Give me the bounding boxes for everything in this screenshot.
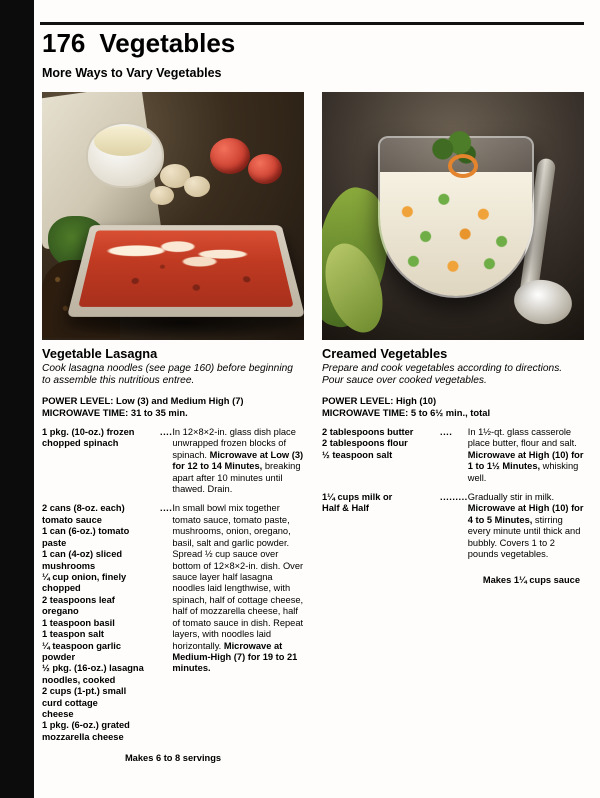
direction-text: In small bowl mix together tomato sauce, tomato paste, mushrooms, onion, oregano, basil, salt and garlic powder. Spread ½ cup sauce over bottom of 12×8×2-in. dish. Over sauce layer half lasagna noodles laid lengthwise, with spinach, half of cottage cheese, half of mozzarella cheese, half of tomato sauce in dish. Repeat layers, with noodles laid horizontally. [172,503,304,651]
ingredient-line: ¼ teaspoon garlic [42,640,122,651]
mushroom [150,186,174,205]
ingredient-line: 1 pkg. (10-oz.) frozen [42,426,135,437]
table-row [322,427,584,492]
direction-emphasis: Microwave at Low (3) for 12 to 14 Minutes, [172,449,304,472]
directions-cell [172,503,304,751]
left-column [42,92,304,763]
tomato [248,154,282,184]
header-rule [40,22,584,25]
ingredient-line: mozzarella cheese [42,731,124,742]
page-edge-bar [0,0,34,798]
dot-leader: .... [440,426,453,437]
ingredient-line: chopped [42,583,81,594]
recipe-title-right: Creamed Vegetables [322,346,448,361]
ingredient-line: ½ teaspoon salt [322,449,393,460]
direction-emphasis: Microwave at High (10) for 1 to 1½ Minutes, [467,449,584,472]
recipe-meta-right [322,395,584,419]
dot-leader: .... [160,426,173,437]
ingredient-line: 2 cans (8-oz. each) [42,503,125,514]
ingredient-line: ¼ cup onion, finely [42,572,127,582]
baking-dish [67,225,304,317]
ingredient-line: 2 tablespoons butter [322,426,414,437]
tomato [210,138,250,174]
yield-left: Makes 6 to 8 servings [124,753,222,764]
right-column [322,92,584,585]
recipe-note-right: Prepare and cook vegetables according to directions. Pour sauce over cooked vegetables. [322,363,563,387]
power-level-right: POWER LEVEL: High (10) [322,394,437,406]
ingredient-table-left [42,427,304,751]
microwave-time-right: MICROWAVE TIME: 5 to 6½ min., total [322,406,491,418]
ingredient-line: 1¼ cups milk or [322,492,393,503]
directions-cell [468,492,584,569]
ingredient-line: 2 cups (1-pt.) small [42,686,127,697]
direction-text: Gradually stir in milk. [467,492,555,503]
page-title-text: Vegetables [99,28,236,58]
microwave-time-left: MICROWAVE TIME: 31 to 35 min. [42,406,188,418]
ingredient-line: cheese [42,709,74,720]
creamed-vegetables [380,172,532,296]
ingredient-line: tomato sauce [42,514,102,525]
recipe-title-left: Vegetable Lasagna [42,346,158,361]
direction-emphasis: Microwave at High (10) for 4 to 5 Minutes, [467,503,584,525]
table-row [322,492,584,569]
ingredient-line: paste [42,537,67,548]
dot-leader: ......... [440,492,468,503]
vegetable-lasagna-photo [42,92,304,340]
ingredients-cell [322,427,440,492]
direction-text: In 12×8×2-in. glass dish place unwrapped frozen blocks of spinach. [172,426,296,460]
power-level-left: POWER LEVEL: Low (3) and Medium High (7) [42,394,244,406]
direction-text: whisking well. [467,461,579,483]
ingredient-line: curd cottage [42,697,98,708]
creamed-vegetables-photo [322,92,584,340]
table-row [42,503,304,751]
page-subtitle: More Ways to Vary Vegetables [42,66,222,80]
cheese-bowl-contents [94,126,152,156]
page-content [34,0,600,798]
directions-cell [172,427,304,504]
direction-text: stirring every minute until thick and bubbly. Covers 1 to 2 pounds vegetables. [467,514,581,560]
ingredients-cell [42,427,160,504]
table-row [42,427,304,504]
direction-text: breaking apart after 10 minutes until thawed. Drain. [172,461,301,495]
ingredients-cell [322,492,440,569]
direction-text: In 1½-qt. glass casserole place butter, flour and salt. [467,426,577,449]
dot-leader: .... [160,503,173,514]
ingredient-line: ½ pkg. (16-oz.) lasagna [42,663,144,674]
ingredient-line: oregano [42,606,79,617]
directions-cell [468,427,584,492]
ingredient-line: powder [42,651,76,662]
ingredient-line: 1 teaspon salt [42,629,105,640]
ingredient-line: noodles, cooked [42,674,116,685]
ingredient-line: 1 pkg. (6-oz.) grated [42,720,130,731]
ingredient-line: Half & Half [322,503,370,514]
yield-right: Makes 1¼ cups sauce [482,574,580,585]
ingredient-line: 2 teaspoons leaf [42,594,115,605]
ingredient-line: 2 tablespoons flour [322,438,408,449]
lasagna-surface [78,231,293,307]
ingredient-line: 1 can (6-oz.) tomato [42,526,130,537]
ingredient-line: 1 teaspoon basil [42,617,115,628]
ingredients-cell [42,503,160,751]
ingredient-table-right [322,427,584,569]
recipe-note-left: Cook lasagna noodles (see page 160) before beginning to assemble this nutritious entree. [42,363,293,387]
ingredient-line: 1 can (4-oz) sliced [42,549,123,560]
ingredient-line: chopped spinach [42,438,119,449]
page-title [42,28,235,59]
recipe-meta-left [42,395,304,419]
direction-emphasis: Microwave at Medium-High (7) for 19 to 21 minutes. [172,640,298,674]
ingredient-line: mushrooms [42,560,96,571]
mushroom [184,176,210,197]
page-number: 176 [42,28,86,58]
sauce-flecks [78,231,293,307]
onion-ring [448,154,478,178]
